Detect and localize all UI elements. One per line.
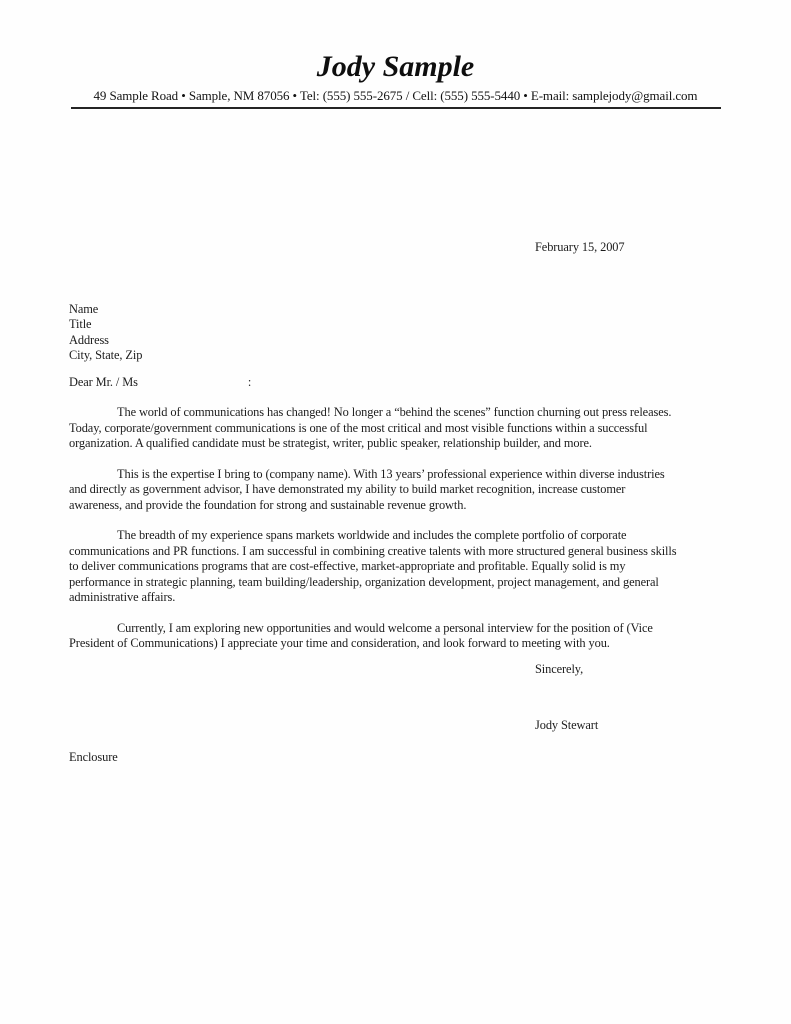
- body-paragraph-1: [69, 405, 722, 452]
- recipient-address: Address: [69, 332, 109, 347]
- recipient-name: Name: [69, 301, 99, 316]
- body-line: The world of communications has changed! No longer a “behind the scenes” function churning out press releases.: [117, 405, 672, 419]
- body-line: communications and PR functions. I am successful in combining creative talents with more structured general business skills: [69, 543, 677, 558]
- sender-contact-line: 49 Sample Road • Sample, NM 87056 • Tel: (555) 555-2675 / Cell: (555) 555-5440 • E-mail: samplejody@gmail.com: [93, 88, 698, 103]
- letter-date: February 15, 2007: [535, 240, 625, 254]
- body-line: organization. A qualified candidate must be strategist, writer, public speaker, relationship builder, and more.: [69, 436, 592, 450]
- salutation: [69, 375, 722, 391]
- body-line: administrative affairs.: [69, 590, 176, 604]
- body-line: Currently, I am exploring new opportunities and would welcome a personal interview for the position of (Vice: [117, 620, 653, 635]
- closing-valediction: Sincerely,: [535, 661, 584, 676]
- sender-name: Jody Sample: [316, 50, 475, 83]
- enclosure-note: Enclosure: [69, 749, 118, 764]
- body-paragraph-2: [69, 467, 722, 514]
- letter-header: [0, 0, 791, 109]
- salutation-text: Dear Mr. / Ms: [69, 374, 138, 389]
- body-line: President of Communications) I appreciate your time and consideration, and look forward to meeting with you.: [69, 636, 610, 650]
- recipient-city-state-zip: City, State, Zip: [69, 348, 143, 362]
- body-line: to deliver communications programs that are cost-effective, market-appropriate and profitable. Equally solid is my: [69, 559, 626, 573]
- recipient-title: Title: [69, 317, 92, 331]
- salutation-colon: :: [247, 374, 252, 389]
- body-line: awareness, and provide the foundation for strong and sustainable revenue growth.: [69, 497, 467, 512]
- recipient-block: [69, 302, 722, 364]
- body-line: Today, corporate/government communications is one of the most critical and most visible functions within a successful: [69, 420, 648, 435]
- letter-body: [0, 240, 791, 765]
- body-line: and directly as government advisor, I have demonstrated my ability to build market recognition, increase customer: [69, 482, 626, 496]
- signature-name: Jody Stewart: [535, 718, 599, 732]
- body-line: This is the expertise I bring to (company name). With 13 years’ professional experience within diverse industries: [117, 466, 665, 481]
- body-paragraph-3: [69, 528, 722, 606]
- body-line: The breadth of my experience spans markets worldwide and includes the complete portfolio of corporate: [117, 528, 627, 542]
- body-line: performance in strategic planning, team building/leadership, organization development, project management, and general: [69, 574, 659, 589]
- header-divider: [71, 107, 721, 109]
- body-paragraph-4: [69, 621, 722, 652]
